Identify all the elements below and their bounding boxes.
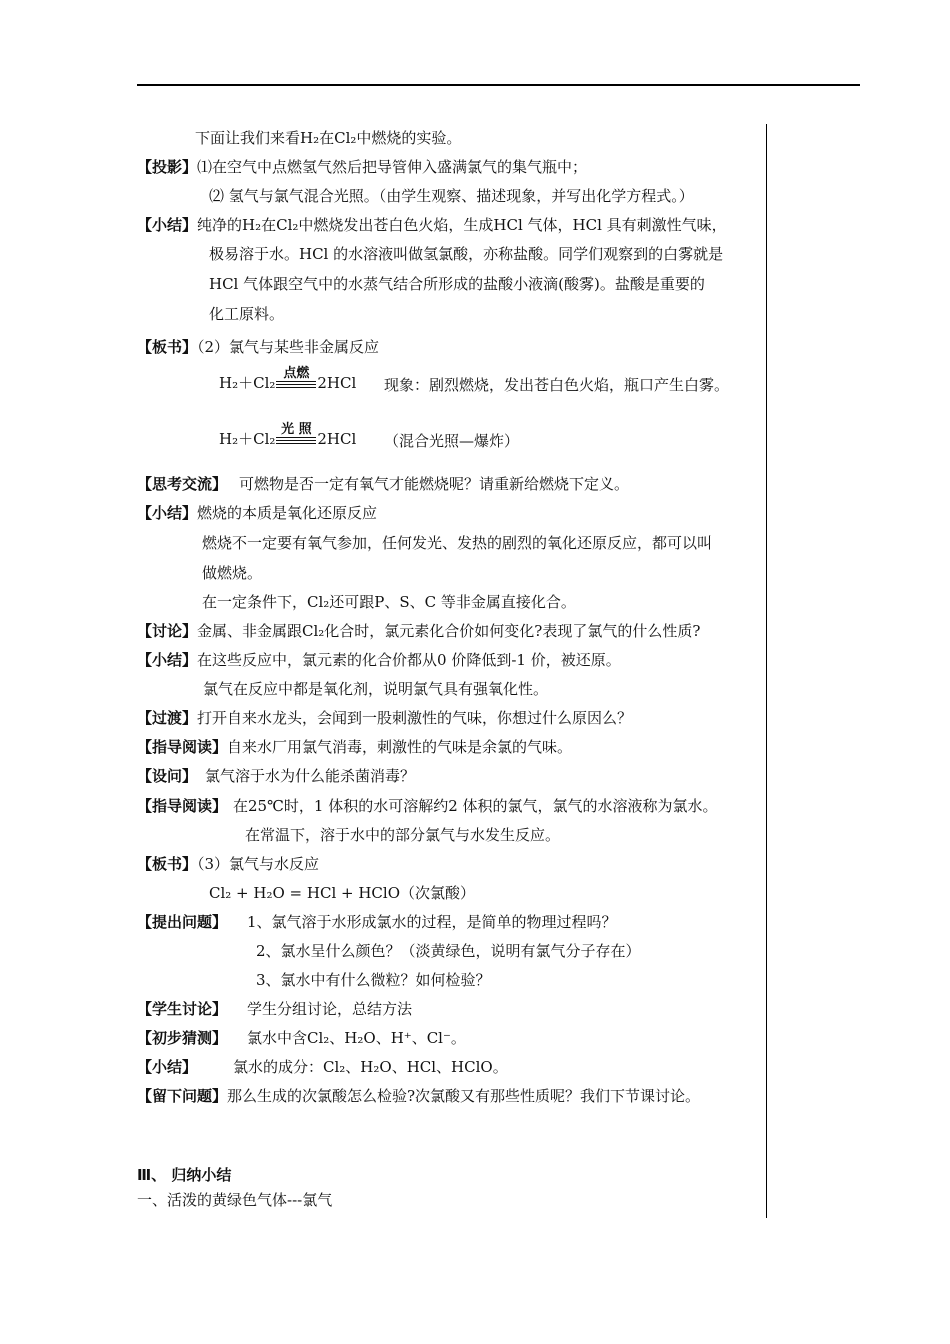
eq2-note: （混合光照—爆炸） xyxy=(384,432,520,450)
eq1-reactants: H₂＋Cl₂ xyxy=(219,374,276,392)
projection-line xyxy=(137,157,587,177)
projection-line-2: ⑵ 氢气与氯气混合光照。（由学生观察、描述现象，并写出化学方程式。） xyxy=(209,187,694,205)
projection-text: ⑴在空气中点燃氢气然后把导管伸入盛满氯气的集气瓶中； xyxy=(197,158,588,176)
summary-3-cont: 氯气在反应中都是氧化剂，说明氯气具有强氧化性。 xyxy=(203,680,549,698)
initial-guess xyxy=(137,1028,466,1048)
raise-questions-3: 3、氯水中有什么微粒？如何检验？ xyxy=(256,971,491,989)
summary-2-cont-b: 做燃烧。 xyxy=(202,564,263,582)
top-rule xyxy=(137,84,860,86)
equation-ignition xyxy=(219,366,357,394)
initial-guess-text: 氯水中含Cl₂、H₂O、H⁺、Cl⁻。 xyxy=(247,1029,466,1047)
chlorine-water-equation: Cl₂ + H₂O = HCl + HClO（次氯酸） xyxy=(209,884,476,902)
remaining-questions xyxy=(137,1086,700,1106)
summary-2 xyxy=(137,503,377,523)
summary-1 xyxy=(137,215,727,235)
think-text: 可燃物是否一定有氧气才能燃烧呢？请重新给燃烧下定义。 xyxy=(239,475,630,493)
summary-3-text: 在这些反应中，氯元素的化合价都从0 价降低到-1 价，被还原。 xyxy=(197,651,621,669)
summary-2-text: 燃烧的本质是氧化还原反应 xyxy=(197,504,378,522)
board-2-tag: 【板书】 xyxy=(137,855,198,873)
board-1 xyxy=(137,337,379,357)
raise-questions-tag: 【提出问题】 xyxy=(137,913,228,931)
board-2 xyxy=(137,854,319,874)
guided-reading-2-tag: 【指导阅读】 xyxy=(137,797,228,815)
summary-3-tag: 【小结】 xyxy=(137,651,198,669)
student-discussion-tag: 【学生讨论】 xyxy=(137,1000,228,1018)
student-discussion xyxy=(137,999,412,1019)
raise-questions-text: 1、氯气溶于水形成氯水的过程，是简单的物理过程吗？ xyxy=(247,913,617,931)
summary-2-cont-c: 在一定条件下，Cl₂还可跟P、S、C 等非金属直接化合。 xyxy=(202,593,576,611)
raise-questions-2: 2、氯水呈什么颜色？（淡黄绿色，说明有氯气分子存在） xyxy=(256,942,641,960)
raise-questions xyxy=(137,912,617,932)
student-discussion-text: 学生分组讨论，总结方法 xyxy=(247,1000,413,1018)
eq2-arrow xyxy=(276,422,316,450)
question xyxy=(137,766,415,786)
eq2-products: 2HCl xyxy=(317,430,357,448)
section-heading: Ⅲ、 归纳小结 xyxy=(137,1166,232,1184)
remaining-questions-text: 那么生成的次氯酸怎么检验?次氯酸又有那些性质呢？我们下节课讨论。 xyxy=(227,1087,701,1105)
board-text: （2）氯气与某些非金属反应 xyxy=(197,338,380,356)
transition-text: 打开自来水龙头，会闻到一股刺激性的气味，你想过什么原因么？ xyxy=(197,709,633,727)
question-text: 氯气溶于水为什么能杀菌消毒？ xyxy=(205,767,416,785)
eq2-reactants: H₂＋Cl₂ xyxy=(219,430,276,448)
discussion-tag: 【讨论】 xyxy=(137,622,198,640)
initial-guess-tag: 【初步猜测】 xyxy=(137,1029,228,1047)
subsection-heading: 一、活泼的黄绿色气体---氯气 xyxy=(137,1191,333,1209)
think-exchange xyxy=(137,474,629,494)
intro-line: 下面让我们来看H₂在Cl₂中燃烧的实验。 xyxy=(195,129,462,147)
eq1-observation: 现象：剧烈燃烧，发出苍白色火焰，瓶口产生白雾。 xyxy=(384,376,730,394)
eq1-products: 2HCl xyxy=(317,374,357,392)
projection-tag: 【投影】 xyxy=(137,158,198,176)
summary-1-cont-c: 化工原料。 xyxy=(209,305,285,323)
summary-4-text: 氯水的成分：Cl₂、H₂O、HCl、HClO。 xyxy=(233,1058,508,1076)
eq1-condition: 点燃 xyxy=(283,366,310,381)
eq2-condition: 光 照 xyxy=(281,422,312,437)
guided-reading-2-text: 在25℃时，1 体积的水可溶解约2 体积的氯气，氯气的水溶液称为氯水。 xyxy=(233,797,718,815)
think-tag: 【思考交流】 xyxy=(137,475,228,493)
summary-3 xyxy=(137,650,621,670)
summary-text: 纯净的H₂在Cl₂中燃烧发出苍白色火焰，生成HCl 气体，HCl 具有刺激性气味， xyxy=(197,216,727,234)
guided-reading-1-tag: 【指导阅读】 xyxy=(137,738,228,756)
discussion xyxy=(137,621,700,641)
eq1-arrow xyxy=(276,366,316,394)
summary-2-cont-a: 燃烧不一定要有氧气参加，任何发光、发热的剧烈的氧化还原反应，都可以叫 xyxy=(202,534,713,552)
summary-tag: 【小结】 xyxy=(137,216,198,234)
summary-1-cont-b: HCl 气体跟空气中的水蒸气结合所形成的盐酸小液滴(酸雾)。盐酸是重要的 xyxy=(209,275,705,293)
discussion-text: 金属、非金属跟Cl₂化合时，氯元素化合价如何变化?表现了氯气的什么性质? xyxy=(197,622,701,640)
board-tag: 【板书】 xyxy=(137,338,198,356)
summary-1-cont-a: 极易溶于水。HCl 的水溶液叫做氢氯酸，亦称盐酸。同学们观察到的白雾就是 xyxy=(209,245,724,263)
board-2-text: （3）氯气与水反应 xyxy=(197,855,320,873)
transition xyxy=(137,708,632,728)
summary-4 xyxy=(137,1057,508,1077)
summary-2-tag: 【小结】 xyxy=(137,504,198,522)
guided-reading-1 xyxy=(137,737,572,757)
guided-reading-2 xyxy=(137,796,718,816)
equation-light xyxy=(219,422,357,450)
remaining-questions-tag: 【留下问题】 xyxy=(137,1087,228,1105)
right-margin-rule xyxy=(766,124,767,1218)
transition-tag: 【过渡】 xyxy=(137,709,198,727)
summary-4-tag: 【小结】 xyxy=(137,1058,198,1076)
question-tag: 【设问】 xyxy=(137,767,198,785)
guided-reading-1-text: 自来水厂用氯气消毒，刺激性的气味是余氯的气味。 xyxy=(227,738,573,756)
guided-reading-2-cont: 在常温下，溶于水中的部分氯气与水发生反应。 xyxy=(245,826,561,844)
